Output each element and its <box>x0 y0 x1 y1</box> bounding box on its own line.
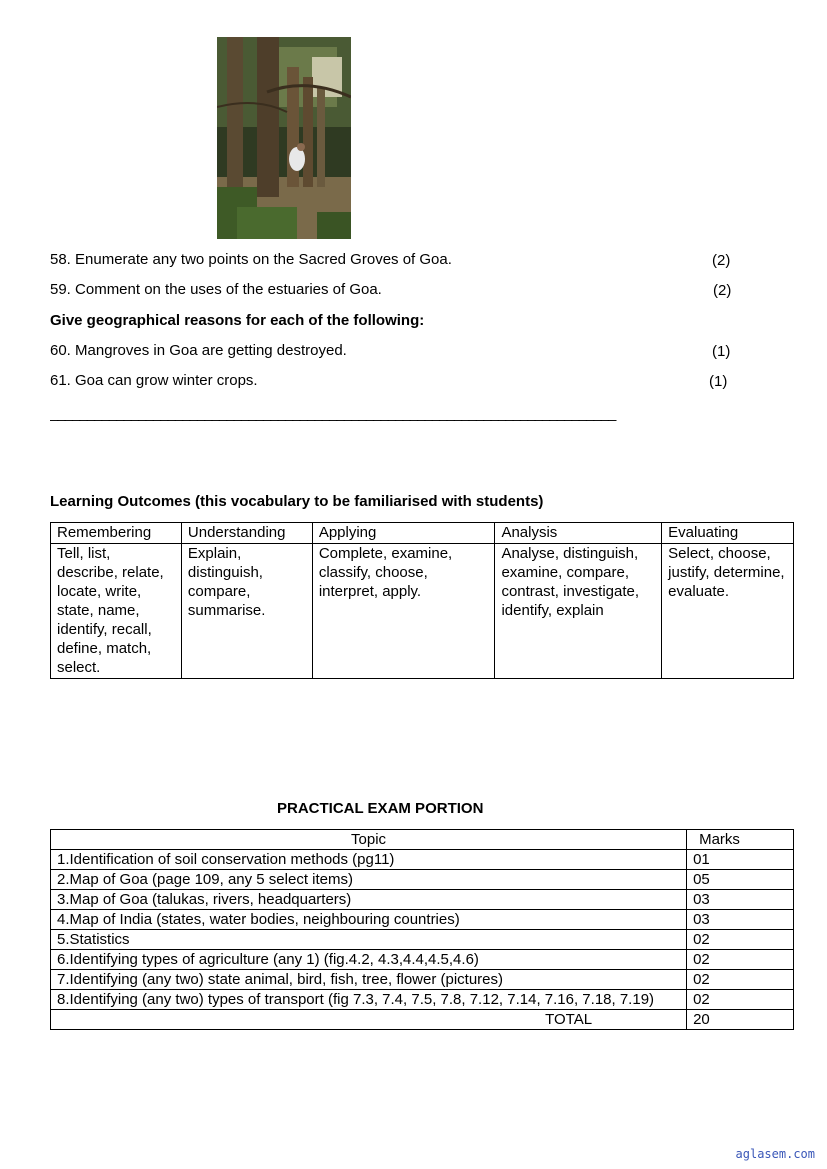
table-cell: Explain, distinguish, compare, summarise. <box>181 544 312 679</box>
topic-header: Topic <box>51 830 687 850</box>
table-header-row <box>51 830 794 850</box>
topic-cell: 6.Identifying types of agriculture (any 1) (fig.4.2, 4.3,4.4,4.5,4.6) <box>51 950 687 970</box>
marks-header: Marks <box>687 830 794 850</box>
column-header: Evaluating <box>662 523 794 544</box>
watermark-link[interactable]: aglasem.com <box>735 1147 815 1161</box>
marks-cell: 02 <box>687 990 794 1010</box>
topic-cell: 8.Identifying (any two) types of transport (fig 7.3, 7.4, 7.5, 7.8, 7.12, 7.14, 7.16, 7.18, 7.19) <box>51 990 687 1010</box>
column-header: Remembering <box>51 523 182 544</box>
topic-cell: 2.Map of Goa (page 109, any 5 select items) <box>51 870 687 890</box>
learning-outcomes-heading: Learning Outcomes (this vocabulary to be familiarised with students) <box>50 493 544 510</box>
learning-outcomes-table <box>50 522 794 679</box>
question-58: 58. Enumerate any two points on the Sacred Groves of Goa. <box>50 251 452 268</box>
table-row <box>51 950 794 970</box>
table-row <box>51 930 794 950</box>
marks-cell: 01 <box>687 850 794 870</box>
total-marks: 20 <box>687 1010 794 1030</box>
question-59: 59. Comment on the uses of the estuaries of Goa. <box>50 281 382 298</box>
learning-outcomes-body-row <box>51 544 794 679</box>
table-row <box>51 850 794 870</box>
learning-outcomes-header-row <box>51 523 794 544</box>
marks-cell: 02 <box>687 950 794 970</box>
practical-exam-table <box>50 829 794 1030</box>
total-label: TOTAL <box>51 1010 687 1030</box>
reasons-heading: Give geographical reasons for each of the following: <box>50 312 425 329</box>
table-row <box>51 890 794 910</box>
question-61-marks: (1) <box>709 373 728 390</box>
topic-cell: 7.Identifying (any two) state animal, bird, fish, tree, flower (pictures) <box>51 970 687 990</box>
table-cell: Complete, examine, classify, choose, interpret, apply. <box>312 544 495 679</box>
topic-cell: 4.Map of India (states, water bodies, neighbouring countries) <box>51 910 687 930</box>
column-header: Understanding <box>181 523 312 544</box>
question-61: 61. Goa can grow winter crops. <box>50 372 258 389</box>
marks-cell: 05 <box>687 870 794 890</box>
table-cell: Select, choose, justify, determine, evaluate. <box>662 544 794 679</box>
table-row <box>51 870 794 890</box>
topic-cell: 5.Statistics <box>51 930 687 950</box>
topic-cell: 1.Identification of soil conservation methods (pg11) <box>51 850 687 870</box>
practical-heading: PRACTICAL EXAM PORTION <box>277 800 484 817</box>
marks-cell: 02 <box>687 930 794 950</box>
question-60: 60. Mangroves in Goa are getting destroyed. <box>50 342 347 359</box>
marks-cell: 03 <box>687 890 794 910</box>
table-row <box>51 990 794 1010</box>
question-59-marks: (2) <box>713 282 732 299</box>
table-row <box>51 910 794 930</box>
table-cell: Tell, list, describe, relate, locate, write, state, name, identify, recall, define, match, select. <box>51 544 182 679</box>
column-header: Applying <box>312 523 495 544</box>
marks-cell: 03 <box>687 910 794 930</box>
question-58-marks: (2) <box>712 252 731 269</box>
separator-line: _____________________________________________________________________________ <box>50 405 616 422</box>
question-60-marks: (1) <box>712 343 731 360</box>
total-row <box>51 1010 794 1030</box>
table-row <box>51 970 794 990</box>
topic-cell: 3.Map of Goa (talukas, rivers, headquarters) <box>51 890 687 910</box>
column-header: Analysis <box>495 523 662 544</box>
table-cell: Analyse, distinguish, examine, compare, contrast, investigate, identify, explain <box>495 544 662 679</box>
sacred-grove-illustration <box>217 37 351 239</box>
marks-cell: 02 <box>687 970 794 990</box>
sacred-grove-photo <box>217 37 351 239</box>
